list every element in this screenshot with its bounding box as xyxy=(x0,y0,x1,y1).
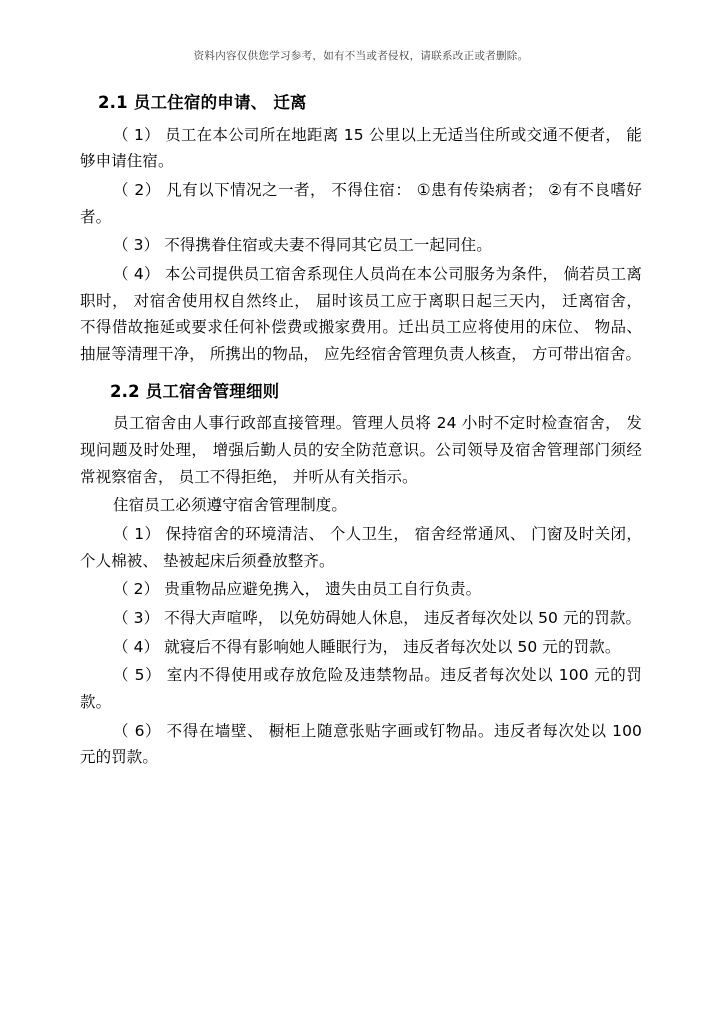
paragraph-2-1-1: （ 1） 员工在本公司所在地距离 15 公里以上无适当住所或交通不便者， 能够申请住宿。 xyxy=(80,125,642,171)
paragraph-2-2-6: （ 4） 就寝后不得有影响她人睡眠行为， 违反者每次处以 50 元的罚款。 xyxy=(113,637,621,656)
paragraph-2-2-1: 员工宿舍由人事行政部直接管理。管理人员将 24 小时不定时检查宿舍， 发现问题及时处理， 增强后勤人员的安全防范意识。公司领导及宿舍管理部门须经常视察宿舍， 员工不得拒绝， 并听从有关指示。 xyxy=(80,414,642,486)
section-heading-2-2: 2.2 员工宿舍管理细则 xyxy=(110,381,280,401)
paragraph-2-2-8: （ 6） 不得在墙壁、 橱柜上随意张贴字画或钉物品。违反者每次处以 100 元的罚款。 xyxy=(80,721,642,767)
paragraph-2-2-5: （ 3） 不得大声喧哗， 以免妨碍她人休息， 违反者每次处以 50 元的罚款。 xyxy=(113,609,642,627)
section-heading-2-1: 2.1 员工住宿的申请、 迁离 xyxy=(98,93,307,112)
paragraph-2-2-2: 住宿员工必须遵守宿舍管理制度。 xyxy=(113,496,348,515)
paragraph-2-2-4: （ 2） 贵重物品应避免携入， 遗失由员工自行负责。 xyxy=(113,580,482,599)
paragraph-2-1-4: （ 4） 本公司提供员工宿舍系现住人员尚在本公司服务为条件， 倘若员工离职时， 对宿舍使用权自然终止， 届时该员工应于离职日起三天内， 迁离宿舍， 不得借故拖延或要求任何补偿费或搬家费用。迁出员工应将使用的床位、 物品、 抽屉等清理干净， 所携出的物品， 应先经宿舍管理负责人核查， 方可带出宿舍。 xyxy=(80,265,642,363)
paragraph-2-2-7: （ 5） 室内不得使用或存放危险及违禁物品。违反者每次处以 100 元的罚款。 xyxy=(80,666,642,711)
paragraph-2-1-2: （ 2） 凡有以下情况之一者， 不得住宿： ①患有传染病者； ②有不良嗜好者。 xyxy=(80,181,642,226)
paragraph-2-2-3: （ 1） 保持宿舍的环境清洁、 个人卫生， 宿舍经常通风、 门窗及时关闭， 个人棉被、 垫被起床后须叠放整齐。 xyxy=(80,525,642,570)
watermark-notice: 资料内容仅供您学习参考，如有不当或者侵权，请联系改正或者删除。 xyxy=(193,50,529,62)
paragraph-2-1-3: （ 3） 不得携眷住宿或夫妻不得同其它员工一起同住。 xyxy=(113,236,492,255)
